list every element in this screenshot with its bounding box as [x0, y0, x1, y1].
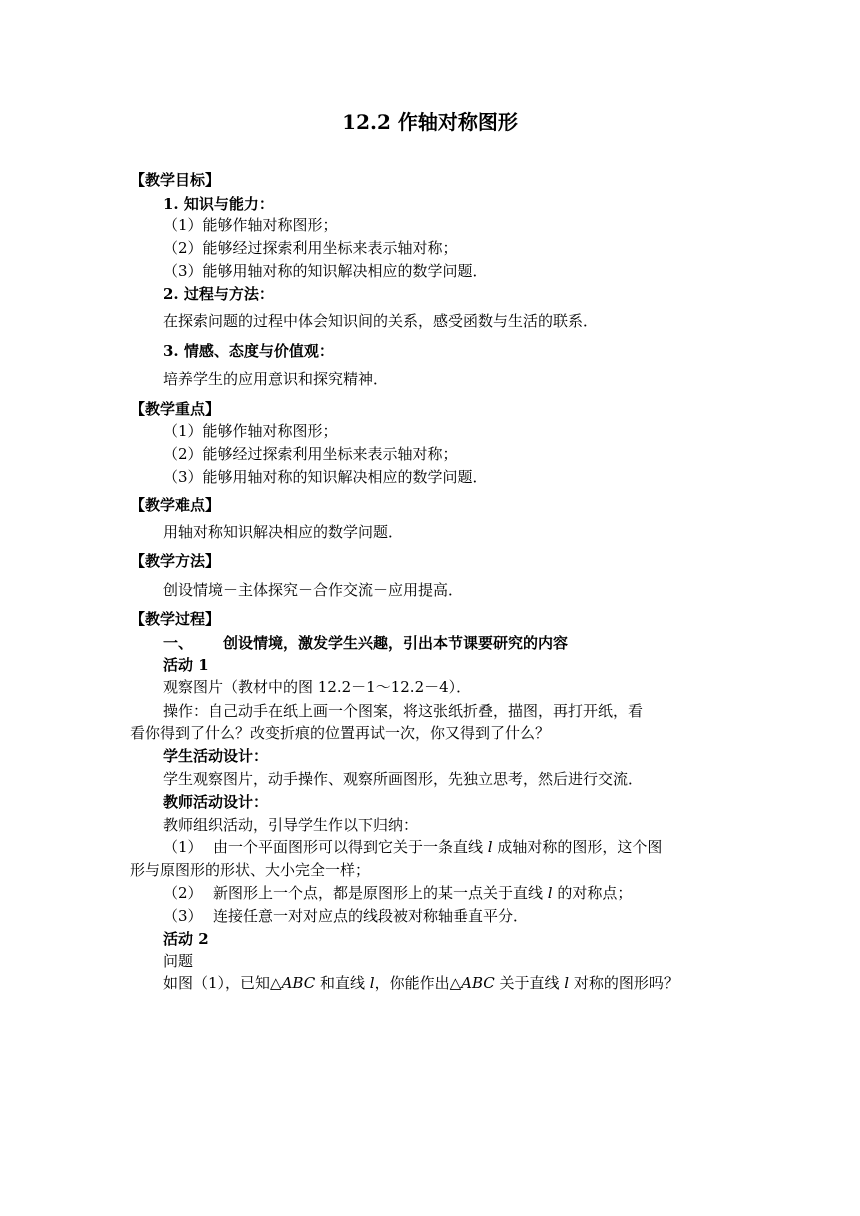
part1-title: [163, 633, 568, 653]
process-heading: 【教学过程】: [130, 610, 221, 628]
summary-number: （1）: [163, 838, 203, 856]
key-point-item: （2）能够经过探索利用坐标来表示轴对称；: [163, 445, 458, 463]
teacher-activity-title: 教师活动设计：: [163, 793, 269, 811]
question-part: 和直线: [315, 974, 370, 992]
emotion-values-text: 培养学生的应用意识和探究精神．: [163, 370, 389, 388]
knowledge-ability-title: 1. 知识与能力：: [163, 195, 274, 213]
line-symbol: l: [487, 838, 493, 856]
objective-item: （1）能够作轴对称图形；: [163, 216, 338, 234]
page-title: 12.2 作轴对称图形: [342, 110, 518, 134]
summary-text: 新图形上一个点，都是原图形上的某一点关于直线: [213, 884, 548, 902]
question-part: 如图（1），已知△: [163, 974, 282, 992]
question-part: 关于直线: [494, 974, 565, 992]
summary-text: 的对称点；: [552, 884, 633, 902]
summary-text: 连接任意一对对应点的线段被对称轴垂直平分．: [213, 907, 529, 925]
summary-text: 由一个平面图形可以得到它关于一条直线: [213, 838, 488, 856]
summary-item-3: [163, 906, 528, 926]
summary-number: （2）: [163, 884, 203, 902]
summary-item-1: [163, 837, 662, 857]
question-text: [163, 973, 679, 993]
question-label: 问题: [163, 952, 194, 970]
summary-item-1-cont: 形与原图形的形状、大小完全一样；: [130, 861, 371, 879]
activity1-operation: 操作：自己动手在纸上画一个图案，将这张纸折叠，描图，再打开纸，看: [163, 702, 644, 720]
objective-item: （3）能够用轴对称的知识解决相应的数学问题．: [163, 262, 488, 280]
activity2-title: 活动 2: [163, 930, 209, 948]
line-symbol: l: [564, 974, 570, 992]
key-points-heading: 【教学重点】: [130, 400, 221, 418]
key-point-item: （1）能够作轴对称图形；: [163, 422, 338, 440]
process-method-title: 2. 过程与方法：: [163, 285, 274, 303]
triangle-name: ABC: [461, 974, 495, 992]
part1-number: 一、: [163, 634, 194, 652]
difficulty-text: 用轴对称知识解决相应的数学问题．: [163, 523, 404, 541]
activity1-title: 活动 1: [163, 656, 209, 674]
question-part: ，你能作出△: [374, 974, 462, 992]
line-symbol: l: [369, 974, 375, 992]
part1-text: 创设情境，激发学生兴趣，引出本节课要研究的内容: [223, 634, 569, 652]
emotion-values-title: 3. 情感、态度与价值观：: [163, 342, 334, 360]
line-symbol: l: [547, 884, 553, 902]
question-part: 对称的图形吗？: [569, 974, 679, 992]
objectives-heading: 【教学目标】: [130, 171, 221, 189]
student-activity-text: 学生观察图片，动手操作、观察所画图形，先独立思考，然后进行交流．: [163, 770, 644, 788]
teacher-activity-text: 教师组织活动，引导学生作以下归纳：: [163, 816, 419, 834]
student-activity-title: 学生活动设计：: [163, 747, 269, 765]
method-text: 创设情境－主体探究－合作交流－应用提高．: [163, 581, 464, 599]
summary-text: 成轴对称的图形，这个图: [492, 838, 663, 856]
difficulty-heading: 【教学难点】: [130, 496, 221, 514]
summary-number: （3）: [163, 907, 203, 925]
summary-item-2: [163, 883, 632, 903]
method-heading: 【教学方法】: [130, 552, 221, 570]
activity1-observe: 观察图片（教材中的图 12.2－1～12.2－4）．: [163, 678, 472, 696]
process-method-text: 在探索问题的过程中体会知识间的关系，感受函数与生活的联系．: [163, 312, 599, 330]
activity1-operation-cont: 看你得到了什么？改变折痕的位置再试一次，你又得到了什么？: [130, 724, 551, 742]
objective-item: （2）能够经过探索利用坐标来表示轴对称；: [163, 239, 458, 257]
key-point-item: （3）能够用轴对称的知识解决相应的数学问题．: [163, 468, 488, 486]
triangle-name: ABC: [281, 974, 316, 992]
